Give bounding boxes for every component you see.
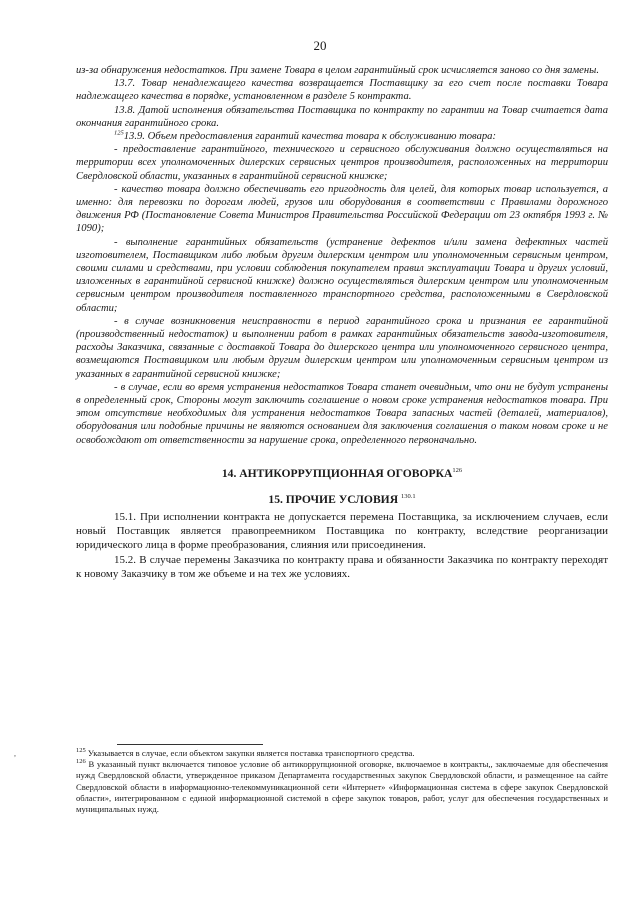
footnote-ref-130-1: 130.1 (400, 493, 416, 501)
section-14-title: 14. АНТИКОРРУПЦИОННАЯ ОГОВОРКА (221, 466, 453, 480)
paragraph-13-7: 13.7. Товар ненадлежащего качества возвращается Поставщику за его счет после поставки Товара надлежащего качества в порядке, установленном в разделе 5 контракта. (76, 78, 608, 103)
warranty-bullet-defect-repair: - выполнение гарантийных обязательств (устранение дефектов и/или замена дефектных частей изготовителем, Поставщиком либо любым другим дилерским центром или уполномоченным сервисным центром, своими силами и средствами, при условии соблюдения покупателем правил эксплуатации Товара и других условий, изложенных в гарантийной сервисной книжке) должно осуществляться дилерским центром или уполномоченным сервисным центром производителя поставленного транспортного средства, расположенными в Свердловской области; (76, 236, 608, 314)
footnote-number: 125 (76, 747, 86, 755)
footnote-text: Указывается в случае, если объектом закупки является поставка транспортного средства. (87, 748, 415, 758)
paragraph-13-9-text: 13.9. Объем предоставления гарантий качества товара к обслуживанию товара: (123, 131, 496, 143)
footnote-text: В указанный пункт включается типовое условие об антикоррупционной оговорке, включаемое в контракты,, заключаемые для обеспечения нужд Свердловской области, утвержденное приказом Департамента государственных закупок Свердловской области, и размещенное на сайте Свердловской области в информационно-телекоммуникационной сети «Интернет» «Информационная система в сфере закупок Свердловской области», интегрированном с единой информационной системой в сфере закупок товаров, работ, услуг для обеспечения государственных и муниципальных нужд. (76, 759, 608, 815)
warranty-bullet-delivery-costs: - в случае возникновения неисправности в период гарантийного срока и признания ее гарантийной (производственный недостаток) и выполнении работ в рамках гарантийных обязательств завода-изготовителя, расходы Заказчика, связанные с доставкой Товара до дилерского центра или уполномоченного сервисного центра, возмещаются Поставщиком или любым другим дилерским центром или уполномоченным сервисным центром из указанных в гарантийной сервисной книжке; (76, 315, 608, 380)
margin-mark: , (14, 749, 16, 758)
document-body (76, 64, 608, 581)
page-number: 20 (313, 38, 327, 53)
footnote-ref-126: 126 (452, 467, 463, 475)
paragraph-15-2: 15.2. В случае перемены Заказчика по контракту права и обязанности Заказчика по контракту переходят к новому Заказчику в том же объеме и на тех же условиях. (76, 553, 608, 580)
footnote-number: 126 (76, 758, 86, 766)
footnote-ref-125: 125 (114, 129, 124, 137)
paragraph-13-8: 13.8. Датой исполнения обязательства Поставщика по контракту по гарантии на Товар считается дата окончания гарантийного срока. (76, 104, 608, 129)
section-15-title: 15. ПРОЧИЕ УСЛОВИЯ (268, 492, 399, 506)
section-14-heading (76, 467, 608, 480)
section-15-heading (76, 493, 608, 506)
footnote-divider (117, 744, 263, 745)
footnote-125 (76, 748, 608, 759)
warranty-bullet-service-coverage: - предоставление гарантийного, технического и сервисного обслуживания должно осуществляться на территории всех уполномоченных дилерских сервисных центров производителя, расположенных на территории Свердловской области, указанных в гарантийной сервисной книжке; (76, 144, 608, 182)
paragraph-13-9 (76, 130, 608, 143)
warranty-bullet-fitness-for-purpose: - качество товара должно обеспечивать его пригодность для целей, для которых товар используется, а именно: для перевозки по дорогам людей, грузов или оборудования в соответствии с Правилами дорожного движения РФ (Постановление Совета Министров Правительства Российской Федерации от 23 октября 1993 г. № 1090); (76, 183, 608, 235)
footnote-126 (76, 759, 608, 815)
footnotes (76, 748, 608, 815)
paragraph-15-1: 15.1. При исполнении контракта не допускается перемена Поставщика, за исключением случаев, если новый Поставщик является правопреемником Поставщика по контракту, вследствие реорганизации юридического лица в форме преобразования, слияния или присоединения. (76, 510, 608, 552)
warranty-bullet-new-deadline: - в случае, если во время устранения недостатков Товара станет очевидным, что они не будут устранены в определенный срок, Стороны могут заключить соглашение о новом сроке устранения недостатков товара. При этом отсутствие необходимых для устранения недостатков Товара запасных частей (деталей, материалов), оборудования или подобные причины не являются основанием для заключения соглашения о таком новом сроке и не освобождают от ответственности за нарушение срока, определенного первоначально. (76, 381, 608, 446)
paragraph-13-6-continuation: из-за обнаружения недостатков. При замене Товара в целом гарантийный срок исчисляется заново со дня замены. (76, 65, 599, 76)
